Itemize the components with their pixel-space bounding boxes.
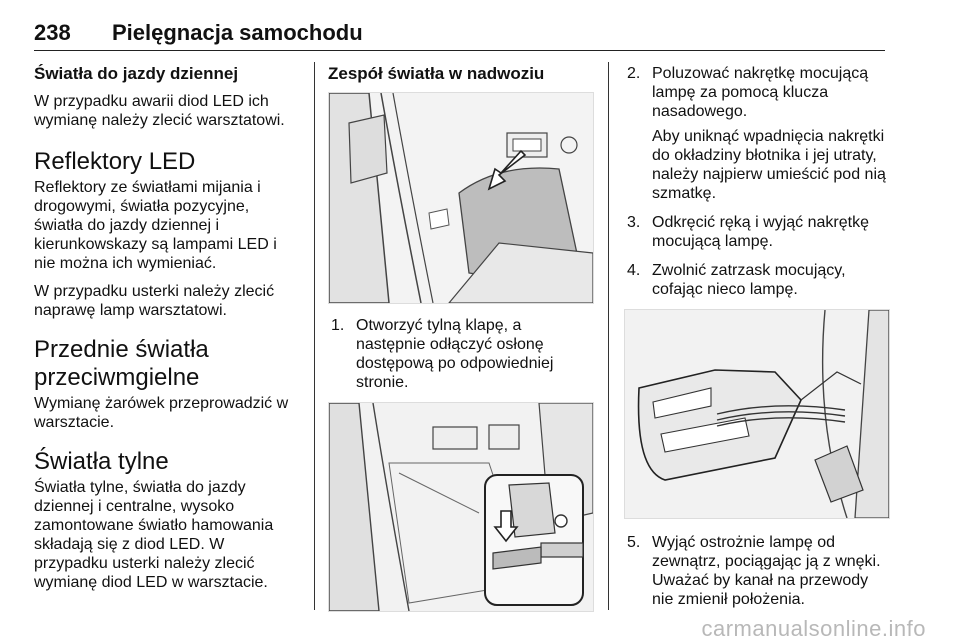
figure-nut-loosening [328, 402, 594, 612]
page-header [34, 14, 885, 52]
chapter-title: Pielęgnacja samochodu [112, 20, 363, 45]
header-rule [34, 50, 885, 51]
step-2 [624, 64, 890, 203]
step-1-text: Otworzyć tylną klapę, a następnie odłączyć osłonę dostępową po odpowiedniej stronie. [356, 317, 554, 391]
step-3-text: Odkręcić ręką i wyjąć nakrętkę mocującą lampę. [652, 214, 869, 250]
step-1-number: 1. [331, 317, 345, 334]
column-1 [34, 58, 300, 601]
step-2-number: 2. [627, 65, 641, 82]
led-heading: Reflektory LED [34, 148, 196, 175]
step-5-text: Wyjąć ostrożnie lampę od zewnątrz, pociągając ją z wnęki. Uważać by kanał na przewody nie zmienił położenia. [652, 534, 881, 608]
led-text-2: W przypadku usterki należy zlecić naprawę lamp warsztatowi. [34, 283, 275, 319]
column-2 [328, 58, 594, 612]
fog-heading-line-1: Przednie światła [34, 336, 209, 363]
column-3 [624, 58, 890, 619]
step-3 [624, 213, 890, 251]
step-5 [624, 533, 890, 609]
detail-inset [485, 475, 583, 605]
body-lamp-heading: Zespół światła w nadwoziu [328, 64, 545, 83]
fog-heading [34, 336, 300, 392]
column-divider-1 [314, 62, 315, 610]
figure-trunk-access-cover [328, 92, 594, 304]
drl-heading: Światła do jazdy dziennej [34, 64, 239, 83]
step-4 [624, 261, 890, 299]
led-text-1: Reflektory ze światłami mijania i drogowymi, światła pozycyjne, światła do jazdy dziennej i kierunkowskazy są lampami LED i nie można ich wymieniać. [34, 179, 277, 272]
step-3-number: 3. [627, 214, 641, 231]
tail-text: Światła tylne, światła do jazdy dziennej i centralne, wysoko zamontowane światło hamowania składają się z diod LED. W przypadku usterki należy zlecić wymianę diod LED w warsztacie. [34, 479, 274, 591]
step-2-text: Poluzować nakrętkę mocującą lampę za pomocą klucza nasadowego. [652, 65, 869, 120]
nut-loosening-illustration [329, 403, 593, 611]
step-1 [328, 316, 594, 392]
figure-lamp-removal [624, 309, 890, 519]
step-5-number: 5. [627, 534, 641, 551]
step-4-text: Zwolnić zatrzask mocujący, cofając nieco lampę. [652, 262, 846, 298]
tail-heading: Światła tylne [34, 448, 169, 475]
drl-text: W przypadku awarii diod LED ich wymianę należy zlecić warsztatowi. [34, 93, 285, 129]
step-4-number: 4. [627, 262, 641, 279]
lamp-removal-illustration [625, 310, 889, 518]
step-2-note: Aby uniknąć wpadnięcia nakrętki do okładziny błotnika i jej utraty, należy najpierw umieścić pod nią szmatkę. [652, 128, 886, 202]
fog-heading-line-2: przeciwmgielne [34, 364, 200, 391]
trunk-cover-illustration [329, 93, 593, 303]
page-number: 238 [34, 20, 71, 45]
column-divider-2 [608, 62, 609, 610]
watermark: carmanualsonline.info [701, 616, 926, 641]
fog-text: Wymianę żarówek przeprowadzić w warsztacie. [34, 395, 289, 431]
